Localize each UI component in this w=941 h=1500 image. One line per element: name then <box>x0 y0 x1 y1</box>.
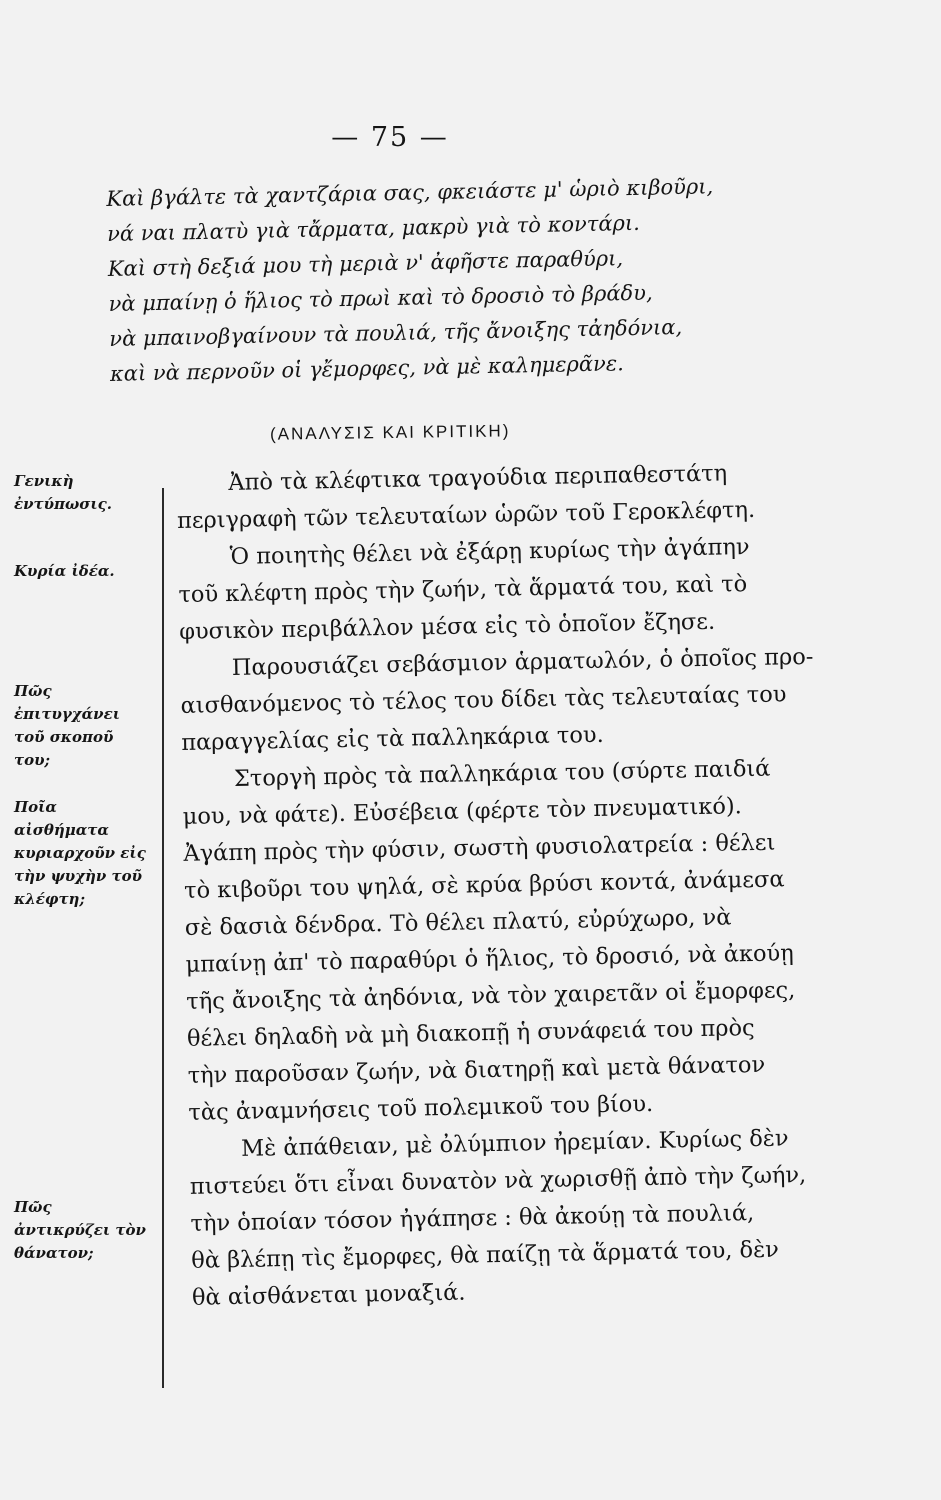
text-line: θὰ βλέπῃ τὶς ἔμορφες, θὰ παίζῃ τὰ ἅρματά του, δὲν <box>191 1236 780 1274</box>
text-line: Μὲ ἀπάθειαν, μὲ ὀλύμπιον ἠρεμίαν. Κυρίως δὲν <box>240 1125 789 1162</box>
poem-line: καὶ νὰ περνοῦν οἱ γἔμορφες, νὰ μὲ καλημερᾶνε. <box>109 351 624 386</box>
text-line: θὰ αἰσθάνεται μοναξιά. <box>191 1279 466 1311</box>
text-line: τὰς ἀναμνήσεις τοῦ πολεμικοῦ του βίου. <box>188 1090 654 1126</box>
section-title: (ΑΝΑΛΥΣΙΣ ΚΑΙ ΚΡΙΤΙΚΗ) <box>269 421 511 444</box>
text-line: Ἀγάπη πρὸς τὴν φύσιν, σωστὴ φυσιολατρεία : θέλει <box>183 829 776 867</box>
poem-line: Καὶ βγάλτε τὰ χαντζάρια σας, φκειάστε μ' ὡριὸ κιβοῦρι, <box>106 174 714 211</box>
commentary-text <box>176 454 837 1317</box>
text-line: σὲ δασιὰ δένδρα. Τὸ θέλει πλατύ, εὐρύχωρο, νὰ <box>184 904 732 941</box>
text-line: τὴν ὁποίαν τόσον ἠγάπησε : θὰ ἀκούῃ τὰ πουλιά, <box>190 1200 755 1237</box>
sidenote-achievement: Πῶς ἐπιτυγχάνει τοῦ σκοποῦ του; <box>14 682 120 769</box>
text-line: παραγγελίας εἰς τὰ παλληκάρια του. <box>181 721 604 756</box>
sidenote-main-idea: Κυρία ἰδέα. <box>14 562 115 580</box>
text-line: Ὁ ποιητὴς θέλει νὰ ἐξάρῃ κυρίως τὴν ἀγάπην <box>229 534 750 570</box>
text-line: αισθανόμενος τὸ τέλος του δίδει τὰς τελευταίας του <box>180 681 787 719</box>
sidenote-death: Πῶς ἀντικρύζει τὸν θάνατον; <box>14 1198 146 1262</box>
text-line: περιγραφὴ τῶν τελευταίων ὡρῶν τοῦ Γεροκλέφτη. <box>176 496 756 534</box>
text-line: θέλει δηλαδὴ νὰ μὴ διακοπῇ ἡ συνάφειά του πρὸς <box>186 1014 755 1052</box>
text-line: Παρουσιάζει σεβάσμιον ἁρματωλόν, ὁ ὁποῖος προ- <box>231 643 814 681</box>
text-line: τῆς ἄνοιξης τὰ ἀηδόνια, νὰ τὸν χαιρετᾶν οἱ ἔμορφες, <box>186 977 796 1015</box>
text-line: φυσικὸν περιβάλλον μέσα εἰς τὸ ὁποῖον ἔζησε. <box>178 608 716 645</box>
poem-line: νὰ μπαίνῃ ὁ ἥλιος τὸ πρωὶ καὶ τὸ δροσιὸ τὸ βράδυ, <box>108 280 653 316</box>
text-line: πιστεύει ὅτι εἶναι δυνατὸν νὰ χωρισθῇ ἀπὸ τὴν ζωήν, <box>189 1162 807 1200</box>
text-line: Στοργὴ πρὸς τὰ παλληκάρια του (σύρτε παιδιά <box>233 755 771 792</box>
poem-excerpt <box>106 168 790 392</box>
sidenote-feelings: Ποῖα αἰσθήματα κυριαρχοῦν εἰς τὴν ψυχὴν τοῦ κλέφτη; <box>14 798 146 908</box>
text-line: μπαίνῃ ἀπ' τὸ παραθύρι ὁ ἥλιος, τὸ δροσιό, νὰ ἀκούῃ <box>185 940 794 978</box>
text-line: τὴν παροῦσαν ζωήν, νὰ διατηρῇ καὶ μετὰ θάνατον <box>187 1051 766 1089</box>
poem-line: νὰ μπαινοβγαίνουν τὰ πουλιά, τῆς ἄνοιξης τἀηδόνια, <box>109 314 683 351</box>
text-line: τὸ κιβοῦρι του ψηλά, σὲ κρύα βρύσι κοντά, ἀνάμεσα <box>183 866 785 904</box>
margin-rule <box>162 488 164 1388</box>
poem-line: νά ναι πλατὺ γιὰ τἄρματα, μακρὺ γιὰ τὸ κοντάρι. <box>106 210 641 246</box>
poem-line: Καὶ στὴ δεξιά μου τὴ μεριὰ ν' ἀφῆστε παραθύρι, <box>107 246 624 281</box>
text-line: μου, νὰ φάτε). Εὐσέβεια (φέρτε τὸν πνευματικό). <box>182 793 743 830</box>
text-line: τοῦ κλέφτη πρὸς τὴν ζωήν, τὰ ἅρματά του, καὶ τὸ <box>178 571 748 608</box>
page-number: — 75 — <box>331 122 449 153</box>
text-line: Ἀπὸ τὰ κλέφτικα τραγούδια περιπαθεστάτη <box>228 460 728 496</box>
sidenote-general-impression: Γενικὴ ἐντύπωσις. <box>14 472 112 513</box>
